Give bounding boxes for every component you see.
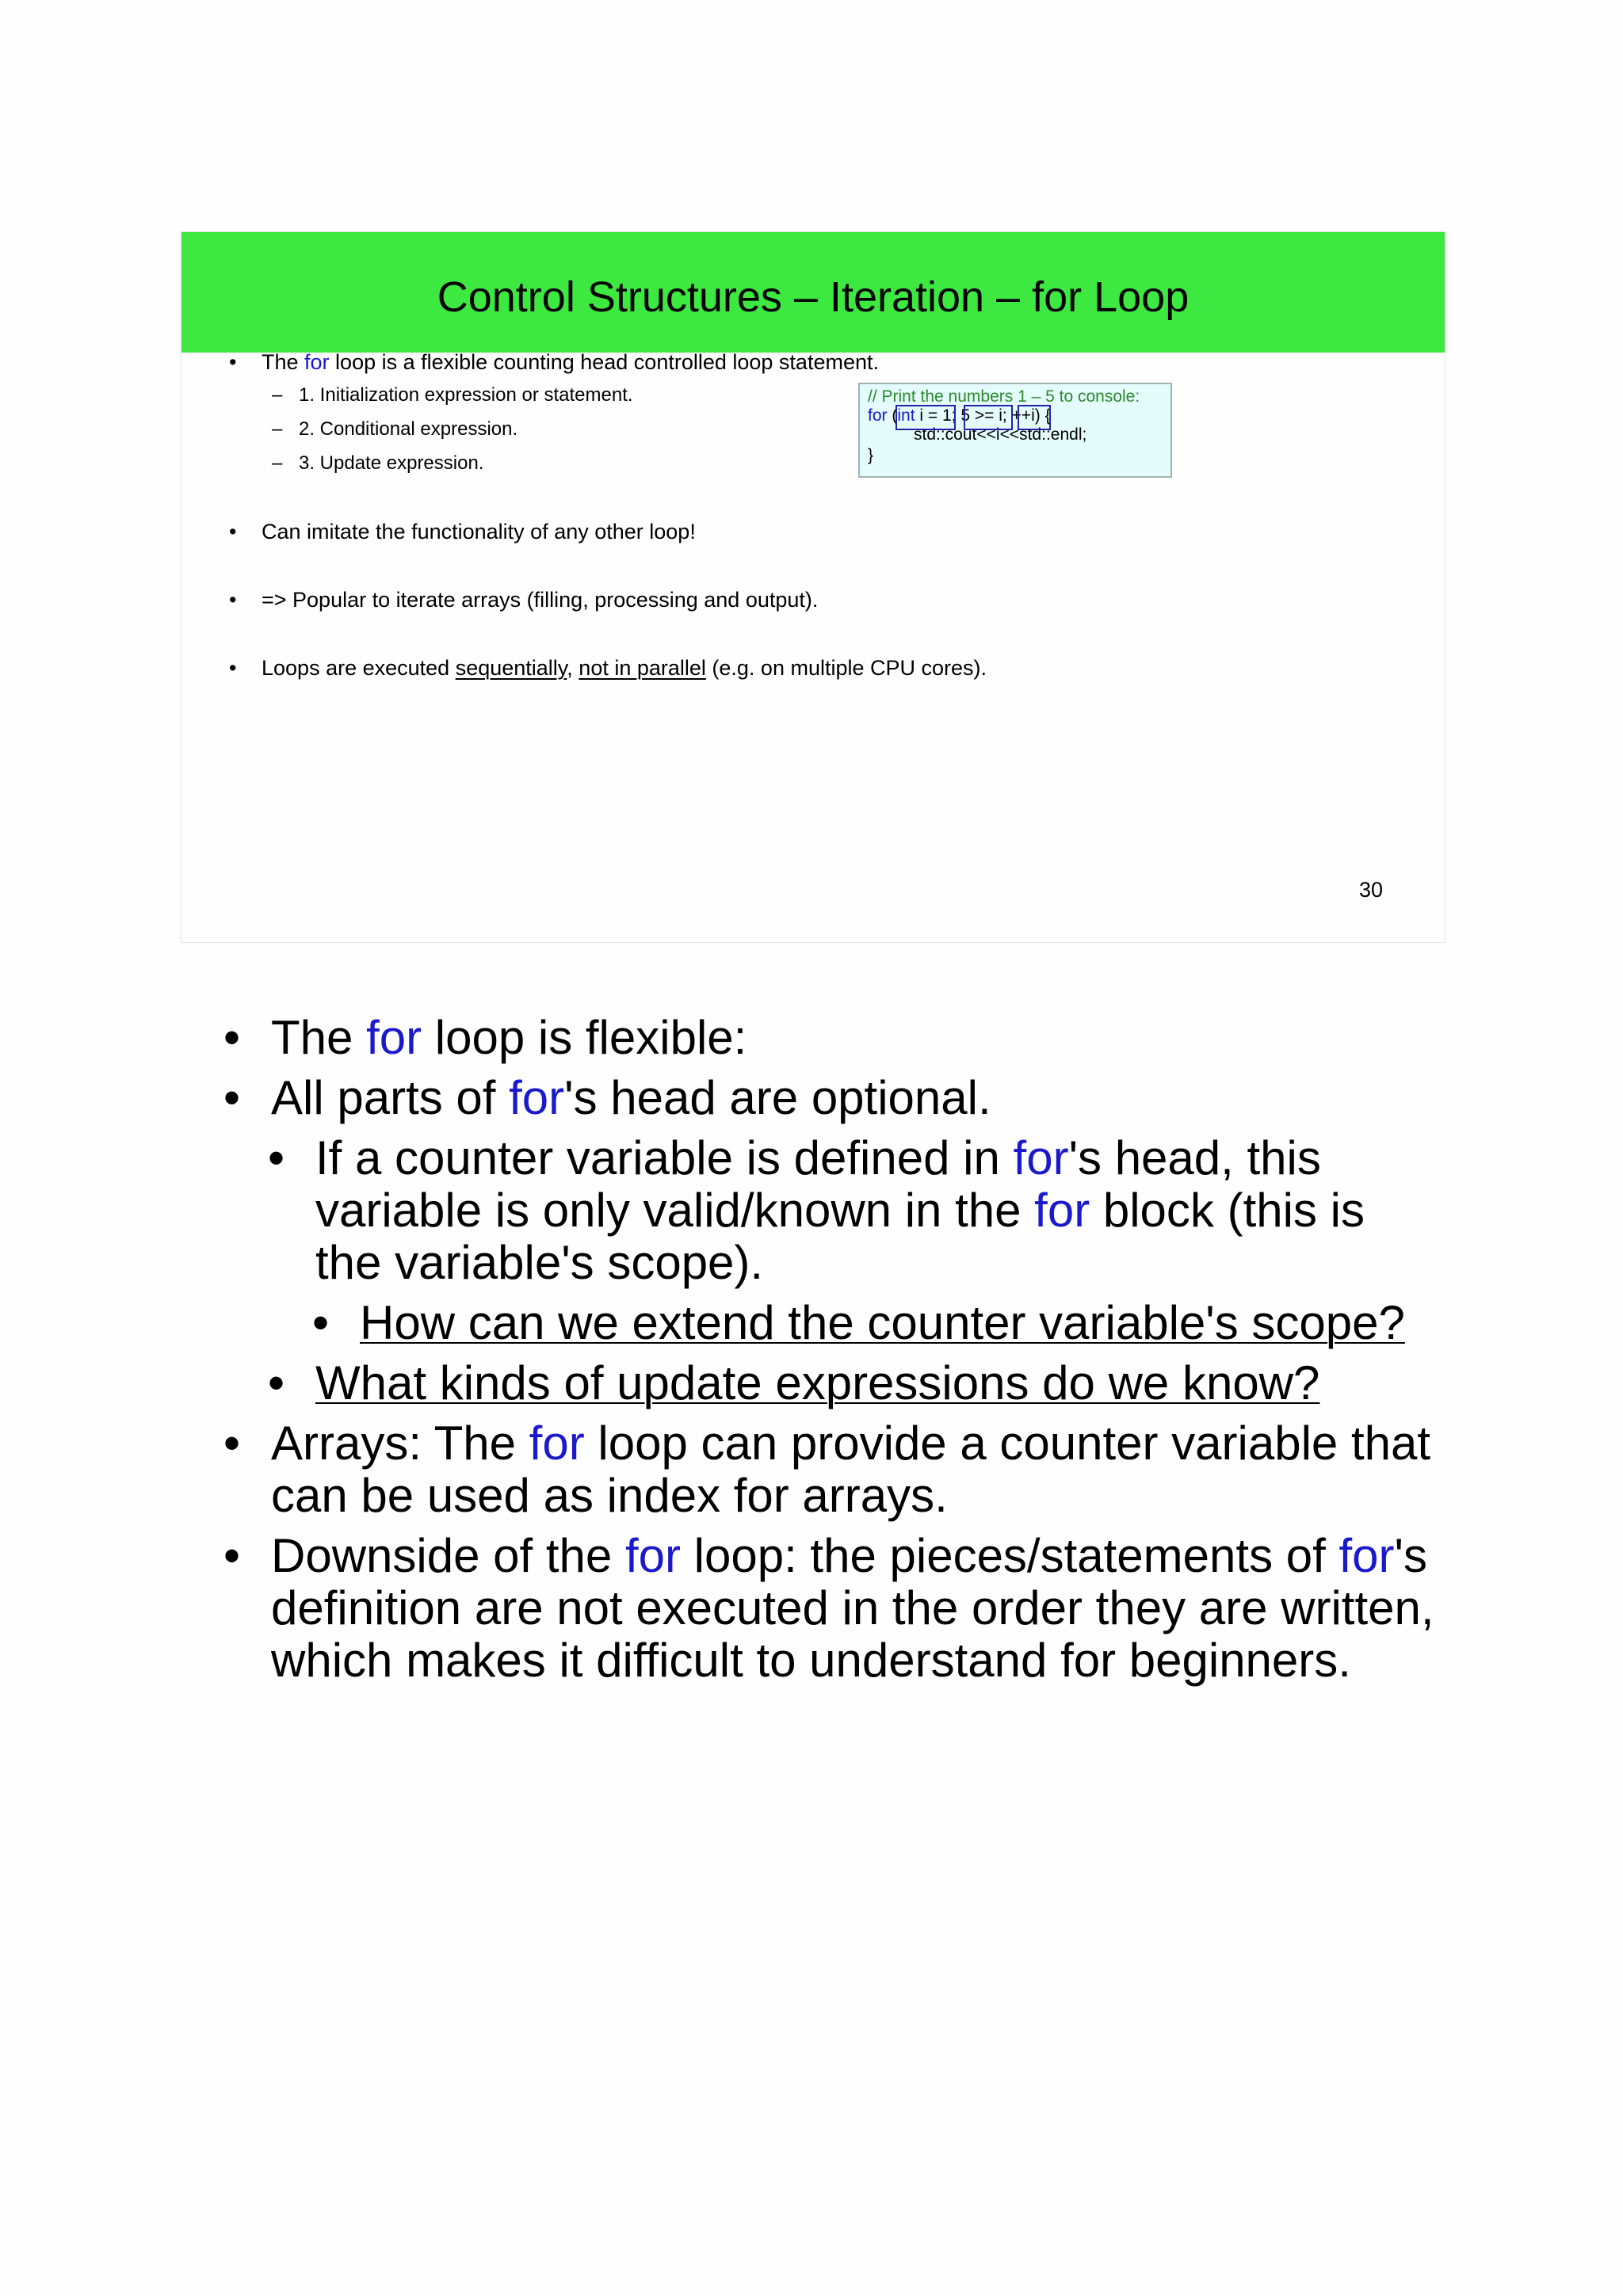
- keyword-for: for: [304, 350, 330, 374]
- dash-marker: –: [272, 418, 283, 440]
- bullet-marker: •: [229, 656, 237, 680]
- notes-line: can be used as index for arrays.: [271, 1469, 948, 1522]
- notes-line: the variable's scope).: [315, 1236, 764, 1289]
- slide-title: Control Structures – Iteration – for Loop: [437, 273, 1190, 321]
- notes-line: definition are not executed in the order they are written,: [271, 1581, 1434, 1634]
- update-highlight-box: [1018, 405, 1051, 430]
- notes-line: If a counter variable is defined in for's head, this: [315, 1131, 1321, 1184]
- notes-question: What kinds of update expressions do we know?: [315, 1356, 1320, 1409]
- code-close-brace: }: [868, 446, 874, 464]
- notes-question: How can we extend the counter variable's scope?: [360, 1296, 1405, 1349]
- slide-title-bar: [181, 232, 1445, 353]
- bullet-marker: •: [312, 1296, 330, 1349]
- bullet-marker: •: [229, 520, 237, 543]
- bullet-marker: •: [223, 1011, 241, 1064]
- notes-line: variable is only valid/known in the for block (this is: [315, 1184, 1365, 1237]
- bullet-marker: •: [268, 1356, 285, 1409]
- code-body: std::cout<<i<<std::endl;: [914, 425, 1087, 444]
- notes-line: All parts of for's head are optional.: [271, 1071, 991, 1124]
- dash-marker: –: [272, 384, 283, 406]
- condition-highlight-box: [964, 405, 1013, 430]
- notes-line: Arrays: The for loop can provide a counter variable that: [271, 1417, 1431, 1470]
- bullet-marker: •: [223, 1529, 241, 1582]
- bullet-marker: •: [223, 1071, 241, 1124]
- slide-page-number: 30: [1359, 878, 1384, 902]
- bullet-marker: •: [229, 350, 237, 374]
- code-comment: // Print the numbers 1 – 5 to console:: [868, 387, 1140, 406]
- code-for-head: for (int i = 1; 5 >= i; ++i) {: [868, 406, 1051, 425]
- bullet-marker: •: [268, 1131, 285, 1184]
- keyword-for: for: [1338, 1529, 1395, 1582]
- code-example-box: [858, 383, 1172, 478]
- keyword-for: for: [366, 1011, 422, 1064]
- keyword-for: for: [1013, 1131, 1069, 1184]
- notes-line: which makes it difficult to understand for beginners.: [271, 1634, 1351, 1687]
- notes-line: Downside of the for loop: the pieces/statements of for's: [271, 1529, 1427, 1582]
- dash-marker: –: [272, 452, 283, 474]
- keyword-for: for: [529, 1417, 585, 1470]
- init-highlight-box: [896, 405, 956, 430]
- bullet-marker: •: [223, 1417, 241, 1470]
- keyword-for: for: [624, 1529, 681, 1582]
- bullet-marker: •: [229, 588, 237, 612]
- keyword-for: for: [509, 1071, 565, 1124]
- slide-thumbnail: Control Structures – Iteration – for Loop • The for loop is a flexible counting head controlled loop statement. – 1. Initialization expression or statement. – 2. Conditional expression. – 3. Update expression. • Can imitate the functionality of any other loop! • => Popular to iterate arrays (filling, processing and output). • Loops are executed sequentially, not in parallel (e.g. on multiple CPU cores). // Print the numbers 1 – 5 to console: for (int i = 1; 5 >= i; ++i) { std::cout<<i<<std::endl; } 30: [181, 231, 1445, 943]
- keyword-for: for: [1034, 1184, 1090, 1237]
- notes-line: The for loop is flexible:: [271, 1011, 747, 1064]
